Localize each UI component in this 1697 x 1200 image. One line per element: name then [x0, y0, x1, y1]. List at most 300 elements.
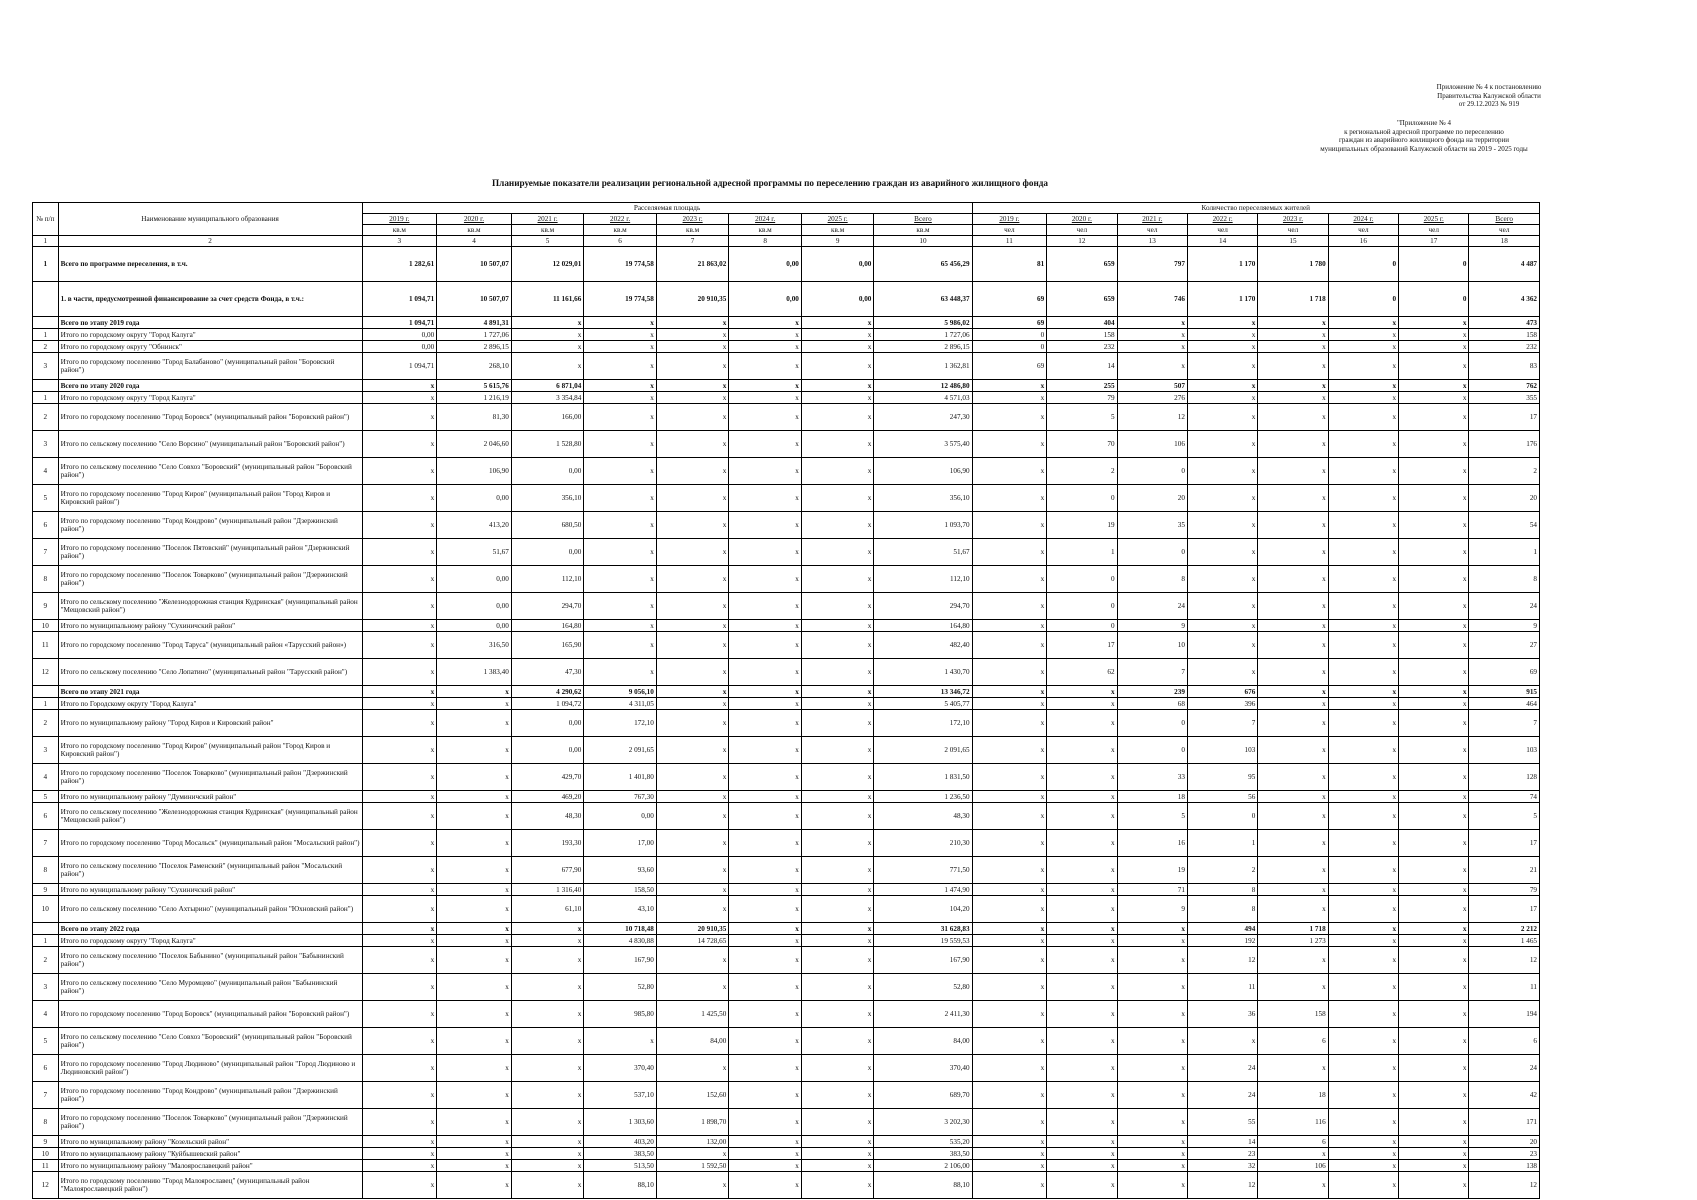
row-number: 5 — [33, 485, 59, 512]
value-cell: 54 — [1469, 512, 1540, 539]
value-cell: x — [1047, 1001, 1117, 1028]
value-cell: x — [801, 830, 874, 857]
value-cell: 797 — [1117, 247, 1187, 282]
municipality-name: Итого по городскому поселению "Поселок Товарково" (муниципальный район "Дзержинский район") — [58, 1109, 362, 1136]
value-cell: 1 718 — [1258, 923, 1328, 935]
value-cell: x — [1258, 1172, 1328, 1199]
value-cell: 4 487 — [1469, 247, 1540, 282]
value-cell: 507 — [1117, 380, 1187, 392]
value-cell: x — [437, 830, 512, 857]
table-row — [33, 884, 1540, 896]
value-cell: x — [1399, 458, 1469, 485]
value-cell: x — [584, 566, 657, 593]
value-cell: x — [362, 923, 437, 935]
municipality-name: Итого по городскому поселению "Город Малоярославец" (муниципальный район "Малоярославецкий район") — [58, 1172, 362, 1199]
value-cell: x — [729, 659, 802, 686]
value-cell: x — [801, 1160, 874, 1172]
value-cell: x — [729, 1109, 802, 1136]
value-cell: 79 — [1469, 884, 1540, 896]
value-cell: x — [801, 974, 874, 1001]
table-row — [33, 737, 1540, 764]
value-cell: x — [656, 404, 729, 431]
value-cell: 5 615,76 — [437, 380, 512, 392]
value-cell: x — [972, 1028, 1047, 1055]
value-cell: x — [1328, 896, 1398, 923]
value-cell: 18 — [1117, 791, 1187, 803]
value-cell: x — [729, 392, 802, 404]
value-cell: x — [656, 512, 729, 539]
value-cell: 48,30 — [874, 803, 972, 830]
value-cell: 0,00 — [362, 329, 437, 341]
table-row — [33, 458, 1540, 485]
value-cell: x — [972, 947, 1047, 974]
value-cell: x — [1328, 659, 1398, 686]
value-cell: x — [362, 1109, 437, 1136]
value-cell: x — [729, 698, 802, 710]
value-cell: 268,10 — [437, 353, 512, 380]
value-cell: 1 216,19 — [437, 392, 512, 404]
table-row — [33, 380, 1540, 392]
value-cell: 194 — [1469, 1001, 1540, 1028]
value-cell: 8 — [1469, 566, 1540, 593]
value-cell: x — [801, 1148, 874, 1160]
table-row — [33, 896, 1540, 923]
value-cell: 4 571,03 — [874, 392, 972, 404]
value-cell: x — [1047, 1160, 1117, 1172]
value-cell: x — [1399, 1028, 1469, 1055]
value-cell: 0,00 — [729, 282, 802, 317]
value-cell: 106 — [1117, 431, 1187, 458]
value-cell: x — [437, 1028, 512, 1055]
value-cell: x — [437, 923, 512, 935]
value-cell: 74 — [1469, 791, 1540, 803]
year-header: 2024 г. — [1328, 214, 1398, 225]
value-cell: 0,00 — [801, 282, 874, 317]
value-cell: x — [362, 935, 437, 947]
value-cell: 8 — [1187, 896, 1257, 923]
value-cell: x — [1258, 431, 1328, 458]
value-cell: 6 871,04 — [511, 380, 584, 392]
row-number — [33, 317, 59, 329]
value-cell: x — [1399, 485, 1469, 512]
value-cell: x — [656, 1148, 729, 1160]
value-cell: 0,00 — [584, 803, 657, 830]
value-cell: x — [1328, 710, 1398, 737]
value-cell: 20 — [1469, 485, 1540, 512]
value-cell: x — [1258, 341, 1328, 353]
value-cell: 232 — [1469, 341, 1540, 353]
value-cell: 88,10 — [874, 1172, 972, 1199]
value-cell: 294,70 — [874, 593, 972, 620]
unit-header: кв.м — [656, 225, 729, 236]
value-cell: x — [1258, 329, 1328, 341]
value-cell: x — [1328, 431, 1398, 458]
value-cell: x — [437, 1148, 512, 1160]
value-cell: x — [1399, 857, 1469, 884]
value-cell: x — [1328, 1136, 1398, 1148]
year-header: Всего — [1469, 214, 1540, 225]
table-row — [33, 404, 1540, 431]
value-cell: 166,00 — [511, 404, 584, 431]
table-row — [33, 1109, 1540, 1136]
value-cell: x — [584, 458, 657, 485]
value-cell: 51,67 — [437, 539, 512, 566]
table-row — [33, 1148, 1540, 1160]
value-cell: x — [1047, 1055, 1117, 1082]
value-cell: x — [1328, 791, 1398, 803]
value-cell: x — [972, 458, 1047, 485]
value-cell: x — [1328, 317, 1398, 329]
year-header: 2021 г. — [511, 214, 584, 225]
value-cell: x — [729, 329, 802, 341]
row-number: 6 — [33, 512, 59, 539]
value-cell: 106,90 — [874, 458, 972, 485]
value-cell: x — [1258, 539, 1328, 566]
column-number: 1 — [33, 236, 59, 247]
value-cell: x — [1328, 1055, 1398, 1082]
value-cell: x — [1047, 791, 1117, 803]
municipality-name: Всего по программе переселения, в т.ч. — [58, 247, 362, 282]
value-cell: x — [1047, 947, 1117, 974]
table-row — [33, 593, 1540, 620]
value-cell: x — [801, 566, 874, 593]
value-cell: 1 383,40 — [437, 659, 512, 686]
municipality-name: Итого по городскому поселению "Город Мосальск" (муниципальный район "Мосальский район") — [58, 830, 362, 857]
row-number — [33, 380, 59, 392]
value-cell: 0,00 — [801, 247, 874, 282]
value-cell: x — [1399, 1172, 1469, 1199]
value-cell: x — [1399, 1160, 1469, 1172]
value-cell: x — [1328, 737, 1398, 764]
value-cell: x — [362, 1148, 437, 1160]
value-cell: x — [1399, 1082, 1469, 1109]
value-cell: x — [437, 737, 512, 764]
value-cell: x — [1258, 974, 1328, 1001]
value-cell: x — [511, 329, 584, 341]
value-cell: x — [584, 353, 657, 380]
value-cell: 383,50 — [584, 1148, 657, 1160]
value-cell: x — [801, 485, 874, 512]
value-cell: x — [1399, 392, 1469, 404]
value-cell: 17 — [1469, 404, 1540, 431]
value-cell: x — [1328, 974, 1398, 1001]
value-cell: 14 — [1187, 1136, 1257, 1148]
value-cell: x — [801, 1028, 874, 1055]
value-cell: x — [801, 884, 874, 896]
value-cell: 513,50 — [584, 1160, 657, 1172]
row-number: 4 — [33, 764, 59, 791]
value-cell: 2 — [1187, 857, 1257, 884]
value-cell: 6 — [1258, 1028, 1328, 1055]
value-cell: x — [1328, 764, 1398, 791]
municipality-name: Всего по этапу 2022 года — [58, 923, 362, 935]
value-cell: x — [801, 317, 874, 329]
value-cell: x — [972, 896, 1047, 923]
value-cell: x — [437, 1160, 512, 1172]
value-cell: x — [1328, 353, 1398, 380]
value-cell: x — [1399, 404, 1469, 431]
value-cell: x — [1328, 341, 1398, 353]
value-cell: x — [656, 710, 729, 737]
value-cell: x — [1187, 329, 1257, 341]
value-cell: 464 — [1469, 698, 1540, 710]
value-cell: 4 362 — [1469, 282, 1540, 317]
value-cell: 63 448,37 — [874, 282, 972, 317]
value-cell: x — [1399, 935, 1469, 947]
value-cell: x — [362, 1136, 437, 1148]
value-cell: 71 — [1117, 884, 1187, 896]
value-cell: x — [1399, 317, 1469, 329]
value-cell: x — [1117, 1109, 1187, 1136]
value-cell: x — [1328, 686, 1398, 698]
value-cell: 93,60 — [584, 857, 657, 884]
table-row — [33, 620, 1540, 632]
value-cell: 0 — [1399, 247, 1469, 282]
value-cell: x — [729, 620, 802, 632]
unit-header: кв.м — [874, 225, 972, 236]
value-cell: x — [801, 737, 874, 764]
value-cell: 10 507,07 — [437, 247, 512, 282]
row-number: 6 — [33, 1055, 59, 1082]
table-row — [33, 1160, 1540, 1172]
value-cell: x — [1399, 659, 1469, 686]
row-number: 12 — [33, 659, 59, 686]
value-cell: x — [1328, 1028, 1398, 1055]
year-header: 2019 г. — [972, 214, 1047, 225]
value-cell: x — [801, 698, 874, 710]
value-cell: 1 898,70 — [656, 1109, 729, 1136]
year-header: 2024 г. — [729, 214, 802, 225]
value-cell: x — [362, 896, 437, 923]
municipality-name: Итого по городскому поселению "Город Балабаново" (муниципальный район "Боровский район") — [58, 353, 362, 380]
value-cell: 21 — [1469, 857, 1540, 884]
value-cell: 52,80 — [874, 974, 972, 1001]
value-cell: x — [584, 380, 657, 392]
value-cell: x — [1328, 329, 1398, 341]
value-cell: 0 — [1117, 458, 1187, 485]
value-cell: 210,30 — [874, 830, 972, 857]
value-cell: 494 — [1187, 923, 1257, 935]
value-cell: 24 — [1187, 1055, 1257, 1082]
value-cell: x — [511, 1148, 584, 1160]
year-header: 2022 г. — [584, 214, 657, 225]
value-cell: x — [729, 686, 802, 698]
value-cell: x — [1117, 329, 1187, 341]
value-cell: 165,90 — [511, 632, 584, 659]
header-line: от 29.12.2023 № 919 — [1458, 100, 1520, 109]
value-cell: 18 — [1258, 1082, 1328, 1109]
unit-header: чел — [1047, 225, 1117, 236]
year-header: 2025 г. — [801, 214, 874, 225]
value-cell: x — [972, 431, 1047, 458]
value-cell: 0,00 — [511, 539, 584, 566]
value-cell: x — [1187, 392, 1257, 404]
value-cell: x — [1399, 353, 1469, 380]
municipality-name: Итого по муниципальному району "Думиничский район" — [58, 791, 362, 803]
value-cell: x — [362, 803, 437, 830]
table-row — [33, 566, 1540, 593]
value-cell: 3 354,84 — [511, 392, 584, 404]
value-cell: x — [801, 404, 874, 431]
value-cell: 767,30 — [584, 791, 657, 803]
value-cell: x — [729, 632, 802, 659]
value-cell: x — [1399, 566, 1469, 593]
value-cell: x — [1047, 857, 1117, 884]
row-number: 3 — [33, 431, 59, 458]
value-cell: 1 528,80 — [511, 431, 584, 458]
value-cell: x — [1399, 686, 1469, 698]
value-cell: 0,00 — [437, 593, 512, 620]
value-cell: x — [729, 485, 802, 512]
value-cell: x — [584, 659, 657, 686]
value-cell: x — [729, 380, 802, 392]
value-cell: x — [656, 830, 729, 857]
value-cell: 659 — [1047, 282, 1117, 317]
municipality-name: Итого по сельскому поселению "Село Совхоз "Боровский" (муниципальный район "Боровский район") — [58, 458, 362, 485]
value-cell: x — [511, 1055, 584, 1082]
value-cell: x — [1187, 512, 1257, 539]
row-number: 3 — [33, 737, 59, 764]
value-cell: 469,20 — [511, 791, 584, 803]
value-cell: 61,10 — [511, 896, 584, 923]
value-cell: x — [437, 791, 512, 803]
value-cell: x — [801, 1001, 874, 1028]
value-cell: 413,20 — [437, 512, 512, 539]
value-cell: x — [972, 632, 1047, 659]
value-cell: 1 465 — [1469, 935, 1540, 947]
value-cell: x — [1258, 593, 1328, 620]
row-number: 3 — [33, 353, 59, 380]
value-cell: x — [584, 485, 657, 512]
value-cell: 20 910,35 — [656, 923, 729, 935]
row-number: 2 — [33, 404, 59, 431]
value-cell: x — [801, 947, 874, 974]
value-cell: x — [801, 380, 874, 392]
value-cell: x — [1117, 1148, 1187, 1160]
value-cell: x — [801, 512, 874, 539]
value-cell: 51,67 — [874, 539, 972, 566]
value-cell: x — [729, 317, 802, 329]
value-cell: x — [656, 791, 729, 803]
value-cell: x — [362, 1028, 437, 1055]
value-cell: x — [1187, 485, 1257, 512]
value-cell: 19 559,53 — [874, 935, 972, 947]
value-cell: 276 — [1117, 392, 1187, 404]
municipality-name: Итого по сельскому поселению "Поселок Бабынино" (муниципальный район "Бабынинский район") — [58, 947, 362, 974]
value-cell: 2 212 — [1469, 923, 1540, 935]
value-cell: x — [362, 539, 437, 566]
value-cell: 158,50 — [584, 884, 657, 896]
value-cell: 5 — [1047, 404, 1117, 431]
value-cell: x — [729, 803, 802, 830]
annex-reference — [1279, 119, 1569, 153]
value-cell: x — [656, 686, 729, 698]
row-number: 8 — [33, 857, 59, 884]
value-cell: x — [1047, 935, 1117, 947]
value-cell: x — [362, 1001, 437, 1028]
value-cell: 88,10 — [584, 1172, 657, 1199]
value-cell: 746 — [1117, 282, 1187, 317]
value-cell: 10 — [1117, 632, 1187, 659]
value-cell: x — [972, 539, 1047, 566]
value-cell: x — [584, 539, 657, 566]
value-cell: x — [801, 659, 874, 686]
value-cell: x — [729, 566, 802, 593]
value-cell: x — [729, 791, 802, 803]
value-cell: x — [656, 458, 729, 485]
value-cell: x — [972, 1172, 1047, 1199]
value-cell: x — [437, 710, 512, 737]
value-cell: 6 — [1469, 1028, 1540, 1055]
value-cell: x — [437, 686, 512, 698]
value-cell: 43,10 — [584, 896, 657, 923]
value-cell: x — [511, 317, 584, 329]
value-cell: x — [437, 884, 512, 896]
value-cell: 771,50 — [874, 857, 972, 884]
value-cell: 36 — [1187, 1001, 1257, 1028]
municipality-name: Итого по городскому поселению "Город Кондрово" (муниципальный район "Дзержинский район") — [58, 1082, 362, 1109]
group-header-area: Расселяемая площадь — [362, 203, 972, 214]
value-cell: 84,00 — [874, 1028, 972, 1055]
value-cell: x — [584, 404, 657, 431]
value-cell: x — [1187, 1028, 1257, 1055]
value-cell: x — [1399, 737, 1469, 764]
municipality-name: Итого по сельскому поселению "Железнодорожная станция Кудринская" (муниципальный район "Мещовский район") — [58, 803, 362, 830]
table-row — [33, 353, 1540, 380]
value-cell: 232 — [1047, 341, 1117, 353]
row-number: 4 — [33, 458, 59, 485]
value-cell: 5 986,02 — [874, 317, 972, 329]
value-cell: x — [1328, 485, 1398, 512]
municipality-name: Итого по сельскому поселению "Село Ахтырино" (муниципальный район "Юхновский район") — [58, 896, 362, 923]
value-cell: x — [362, 380, 437, 392]
value-cell: x — [1258, 620, 1328, 632]
value-cell: 8 — [1117, 566, 1187, 593]
value-cell: x — [1328, 1082, 1398, 1109]
value-cell: x — [1328, 1172, 1398, 1199]
value-cell: x — [1258, 830, 1328, 857]
value-cell: x — [437, 857, 512, 884]
value-cell: x — [584, 329, 657, 341]
unit-header: кв.м — [511, 225, 584, 236]
value-cell: 1 831,50 — [874, 764, 972, 791]
value-cell: x — [972, 1109, 1047, 1136]
value-cell: x — [1399, 947, 1469, 974]
value-cell: 0,00 — [437, 620, 512, 632]
value-cell: x — [972, 791, 1047, 803]
value-cell: x — [1399, 512, 1469, 539]
column-number: 17 — [1399, 236, 1469, 247]
value-cell: x — [1187, 341, 1257, 353]
value-cell: 12 486,80 — [874, 380, 972, 392]
row-number: 2 — [33, 947, 59, 974]
value-cell: x — [656, 1172, 729, 1199]
value-cell: 192 — [1187, 935, 1257, 947]
value-cell: 1 362,81 — [874, 353, 972, 380]
value-cell: x — [362, 485, 437, 512]
value-cell: 55 — [1187, 1109, 1257, 1136]
value-cell: 17 — [1469, 830, 1540, 857]
value-cell: 0 — [1187, 803, 1257, 830]
value-cell: x — [362, 620, 437, 632]
value-cell: x — [584, 632, 657, 659]
value-cell: 0 — [1328, 247, 1398, 282]
value-cell: 0 — [1328, 282, 1398, 317]
table-row — [33, 1172, 1540, 1199]
value-cell: x — [656, 896, 729, 923]
value-cell: 8 — [1187, 884, 1257, 896]
value-cell: x — [1047, 803, 1117, 830]
